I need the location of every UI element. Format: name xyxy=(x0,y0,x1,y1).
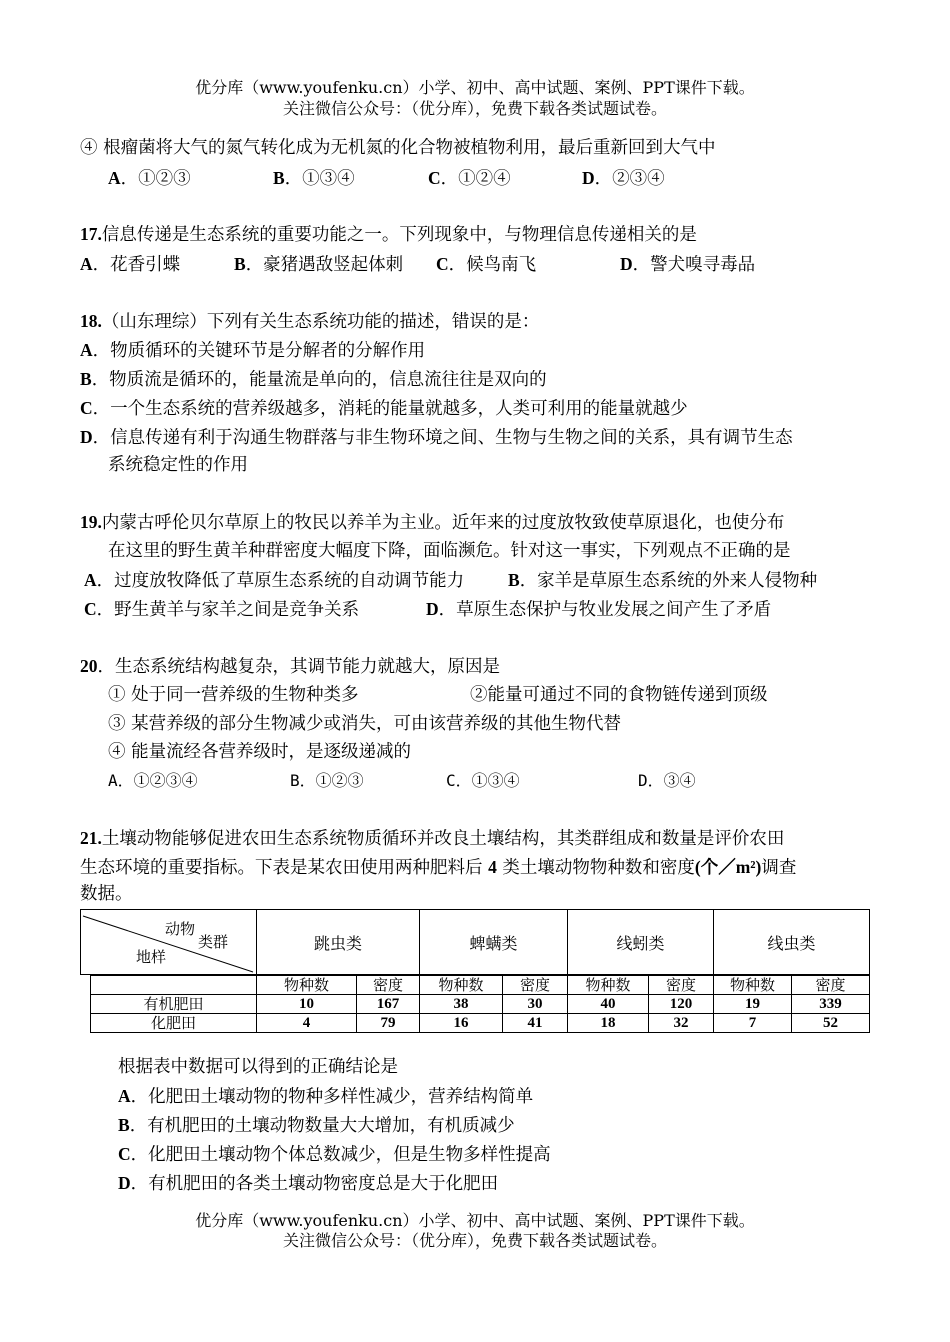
q20-item-2: ②能量可通过不同的食物链传递到顶级 xyxy=(470,685,768,705)
table-cell: 52 xyxy=(791,1014,869,1033)
table-cell: 19 xyxy=(713,995,791,1014)
q16-option-d: D．②③④ xyxy=(582,168,665,189)
table-cell: 密度 xyxy=(791,976,869,995)
table-group-header: 线虫类 xyxy=(713,910,869,974)
q17-stem: 17.信息传递是生态系统的重要功能之一。下列现象中，与物理信息传递相关的是 xyxy=(80,224,697,245)
q16-option-a: A．①②③ xyxy=(108,168,191,189)
table-cell: 38 xyxy=(419,995,502,1014)
q18-option-d-continued: 系统稳定性的作用 xyxy=(108,455,248,475)
table-subheader-row xyxy=(91,976,869,995)
q19-option-b: B．家羊是草原生态系统的外来人侵物种 xyxy=(508,570,818,591)
table-cell: 密度 xyxy=(356,976,419,995)
q16-option-b: B．①③④ xyxy=(273,168,355,189)
table-cell: 30 xyxy=(502,995,567,1014)
q21-option-c: C．化肥田土壤动物个体总数减少，但是生物多样性提高 xyxy=(118,1144,551,1165)
table-cell: 16 xyxy=(419,1014,502,1033)
q18-option-a: A．物质循环的关键环节是分解者的分解作用 xyxy=(80,340,426,361)
table-cell: 4 xyxy=(256,1014,356,1033)
table-cell: 32 xyxy=(648,1014,713,1033)
table-cell: 41 xyxy=(502,1014,567,1033)
q18-stem: 18.（山东理综）下列有关生态系统功能的描述，错误的是： xyxy=(80,311,540,332)
q19-stem-line-2: 在这里的野生黄羊种群密度大幅度下降，面临濒危。针对这一事实，下列观点不正确的是 xyxy=(108,541,791,561)
q19-option-d: D．草原生态保护与牧业发展之间产生了矛盾 xyxy=(426,599,772,620)
table-cell: 167 xyxy=(356,995,419,1014)
table-cell: 120 xyxy=(648,995,713,1014)
q16-item-4: ④ 根瘤菌将大气的氮气转化成为无机氮的化合物被植物利用，最后重新回到大气中 xyxy=(80,138,716,158)
data-table-body xyxy=(90,975,870,1033)
table-corner-label-2: 类群 xyxy=(198,933,229,951)
q20-item-1: ① 处于同一营养级的生物种类多 xyxy=(108,685,359,705)
table-row-label: 有机肥田 xyxy=(143,995,204,1013)
q20-stem: 20．生态系统结构越复杂，其调节能力就越大，原因是 xyxy=(80,656,500,677)
q20-option-c: C．①③④ xyxy=(446,771,520,790)
footer-line-2: 关注微信公众号：（优分库），免费下载各类试题试卷。 xyxy=(282,1231,667,1250)
table-row xyxy=(91,995,869,1014)
q21-option-a: A．化肥田土壤动物的物种多样性减少，营养结构简单 xyxy=(118,1086,534,1107)
q18-option-b: B．物质流是循环的，能量流是单向的，信息流往往是双向的 xyxy=(80,369,547,390)
q19-option-a: A．过度放牧降低了草原生态系统的自动调节能力 xyxy=(84,570,465,591)
header-line-1: 优分库（www.youfenku.cn）小学、初中、高中试题、案例、PPT课件下载。 xyxy=(195,78,755,97)
table-corner-label-3: 地样 xyxy=(136,948,167,966)
q17-option-b: B．豪猪遇敌竖起体刺 xyxy=(234,254,404,275)
q20-item-3: ③ 某营养级的部分生物减少或消失，可由该营养级的其他生物代替 xyxy=(108,714,622,734)
table-cell: 18 xyxy=(567,1014,648,1033)
table-cell: 10 xyxy=(256,995,356,1014)
q18-option-c: C．一个生态系统的营养级越多，消耗的能量就越多，人类可利用的能量就越少 xyxy=(80,398,688,419)
q20-item-4: ④ 能量流经各营养级时，是逐级递减的 xyxy=(108,742,412,762)
q17-option-d: D．警犬嗅寻毒品 xyxy=(620,254,756,275)
table-row-label: 化肥田 xyxy=(150,1014,196,1032)
q21-lead: 根据表中数据可以得到的正确结论是 xyxy=(118,1057,398,1077)
q20-option-a: A．①②③④ xyxy=(108,771,198,790)
q21-stem-line-2: 生态环境的重要指标。下表是某农田使用两种肥料后 4 类土壤动物物种数和密度(个／m²)调查 xyxy=(80,857,797,878)
table-group-header: 线蚓类 xyxy=(567,910,713,974)
table-corner-label-1: 动物 xyxy=(165,920,196,938)
q20-option-d: D．③④ xyxy=(638,771,696,790)
q19-option-c: C．野生黄羊与家羊之间是竞争关系 xyxy=(84,599,360,620)
table-cell: 物种数 xyxy=(419,976,502,995)
table-cell xyxy=(91,976,256,995)
q17-option-a: A．花香引蝶 xyxy=(80,254,181,275)
table-cell: 物种数 xyxy=(713,976,791,995)
table-cell: 79 xyxy=(356,1014,419,1033)
table-cell: 密度 xyxy=(502,976,567,995)
q21-option-b: B．有机肥田的土壤动物数量大大增加，有机质减少 xyxy=(118,1115,515,1136)
table-row xyxy=(91,1014,869,1033)
table-group-header: 蜱螨类 xyxy=(419,910,567,974)
header-line-2: 关注微信公众号：（优分库），免费下载各类试题试卷。 xyxy=(282,99,667,118)
table-cell: 物种数 xyxy=(256,976,356,995)
table-cell: 339 xyxy=(791,995,869,1014)
table-cell: 7 xyxy=(713,1014,791,1033)
q16-option-c: C．①②④ xyxy=(428,168,511,189)
table-cell: 密度 xyxy=(648,976,713,995)
footer-line-1: 优分库（www.youfenku.cn）小学、初中、高中试题、案例、PPT课件下载。 xyxy=(195,1211,755,1230)
q21-stem-line-1: 21.土壤动物能够促进农田生态系统物质循环并改良土壤结构，其类群组成和数量是评价农田 xyxy=(80,828,785,849)
table-cell: 物种数 xyxy=(567,976,648,995)
q17-option-c: C．候鸟南飞 xyxy=(436,254,537,275)
q18-option-d: D．信息传递有利于沟通生物群落与非生物环境之间、生物与生物之间的关系，具有调节生态 xyxy=(80,427,793,448)
q20-option-b: B．①②③ xyxy=(290,771,364,790)
q21-stem-line-3: 数据。 xyxy=(80,884,133,904)
q19-stem-line-1: 19.内蒙古呼伦贝尔草原上的牧民以养羊为主业。近年来的过度放牧致使草原退化，也使分布 xyxy=(80,512,785,533)
table-cell: 40 xyxy=(567,995,648,1014)
q21-option-d: D．有机肥田的各类土壤动物密度总是大于化肥田 xyxy=(118,1173,499,1194)
table-group-header: 跳虫类 xyxy=(256,910,419,974)
data-table-header xyxy=(80,909,870,975)
